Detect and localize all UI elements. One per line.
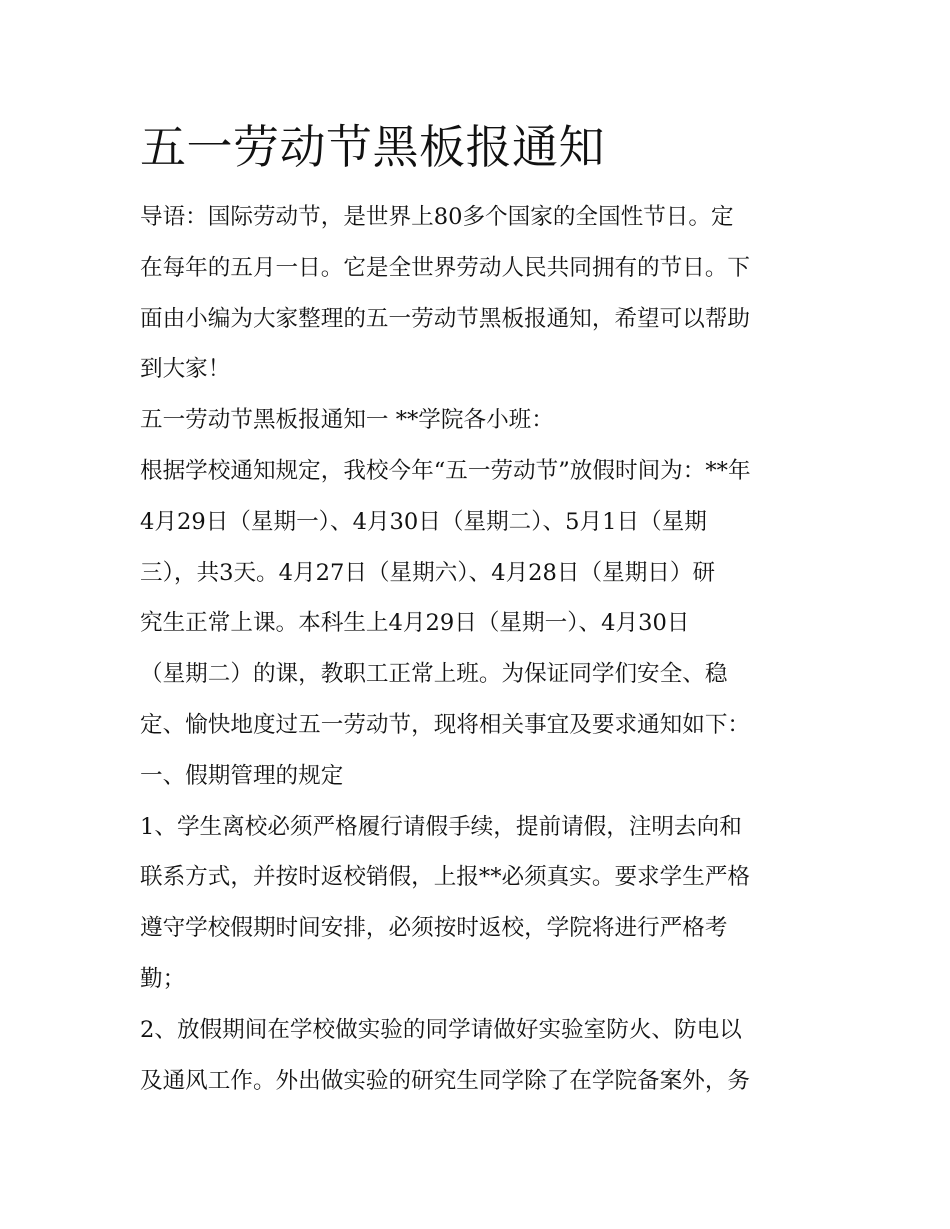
text-line: 1、学生离校必须严格履行请假手续，提前请假，注明去向和 xyxy=(140,813,742,840)
text-line: 一、假期管理的规定 xyxy=(140,762,344,789)
text-line: 面由小编为大家整理的五一劳动节黑板报通知，希望可以帮助 xyxy=(140,305,751,332)
text-line: 到大家！ xyxy=(140,356,231,383)
text-line: 导语：国际劳动节，是世界上80多个国家的全国性节日。定 xyxy=(140,204,734,230)
text-line: （星期二）的课，教职工正常上班。为保证同学们安全、稳 xyxy=(140,661,728,688)
holiday-schedule-paragraph xyxy=(140,446,812,751)
text-line: 三），共3天。4月27日（星期六）、4月28日（星期日）研 xyxy=(140,559,716,586)
rule-item-1 xyxy=(140,802,812,1005)
text-line: 根据学校通知规定，我校今年“五一劳动节”放假时间为：**年 xyxy=(140,457,751,484)
document-body xyxy=(140,192,812,1106)
text-line: 2、放假期间在学校做实验的同学请做好实验室防火、防电以 xyxy=(140,1016,742,1043)
section-heading xyxy=(140,751,812,802)
document-page xyxy=(140,112,812,1106)
text-line: 五一劳动节黑板报通知一 **学院各小班： xyxy=(140,407,554,434)
document-title: 五一劳动节黑板报通知 xyxy=(140,120,605,174)
text-line: 定、愉快地度过五一劳动节，现将相关事宜及要求通知如下： xyxy=(140,711,751,738)
text-line: 勤； xyxy=(140,965,186,992)
text-line: 4月29日（星期一）、4月30日（星期二）、5月1日（星期 xyxy=(140,508,707,535)
intro-paragraph xyxy=(140,192,812,395)
text-line: 在每年的五月一日。它是全世界劳动人民共同拥有的节日。下 xyxy=(140,254,751,281)
text-line: 及通风工作。外出做实验的研究生同学除了在学院备案外，务 xyxy=(140,1067,751,1094)
text-line: 联系方式，并按时返校销假，上报**必须真实。要求学生严格 xyxy=(140,864,751,891)
text-line: 究生正常上课。本科生上4月29日（星期一）、4月30日 xyxy=(140,610,690,637)
notice-heading-paragraph xyxy=(140,395,812,446)
text-line: 遵守学校假期时间安排，必须按时返校，学院将进行严格考 xyxy=(140,915,728,942)
rule-item-2 xyxy=(140,1005,812,1107)
